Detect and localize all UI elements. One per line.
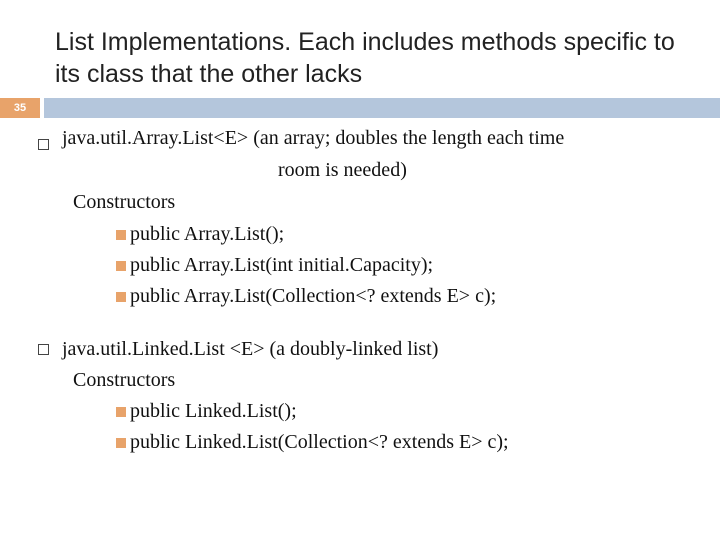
linkedlist-constructor-collection: public Linked.List(Collection<? extends E> c); <box>130 431 509 453</box>
arraylist-constructors-label: Constructors <box>73 191 176 213</box>
arraylist-heading: java.util.Array.List<E> (an array; doubles the length each time <box>62 127 565 149</box>
arraylist-constructor-capacity: public Array.List(int initial.Capacity); <box>130 254 434 276</box>
arraylist-constructor-collection: public Array.List(Collection<? extends E> c); <box>130 285 497 307</box>
box-bullet-icon <box>38 139 49 150</box>
square-bullet-icon <box>116 407 126 417</box>
linkedlist-heading: java.util.Linked.List <E> (a doubly-linked list) <box>62 338 439 360</box>
square-bullet-icon <box>116 438 126 448</box>
box-bullet-icon <box>38 344 49 355</box>
linkedlist-constructors-label: Constructors <box>73 369 176 391</box>
slide-title: List Implementations. Each includes methods specific to its class that the other lacks <box>55 28 675 88</box>
arraylist-heading-continued: room is needed) <box>278 159 407 181</box>
square-bullet-icon <box>116 261 126 271</box>
slide-number: 35 <box>13 102 27 114</box>
square-bullet-icon <box>116 292 126 302</box>
arraylist-constructor-default: public Array.List(); <box>130 223 285 245</box>
square-bullet-icon <box>116 230 126 240</box>
linkedlist-constructor-default: public Linked.List(); <box>130 400 297 422</box>
